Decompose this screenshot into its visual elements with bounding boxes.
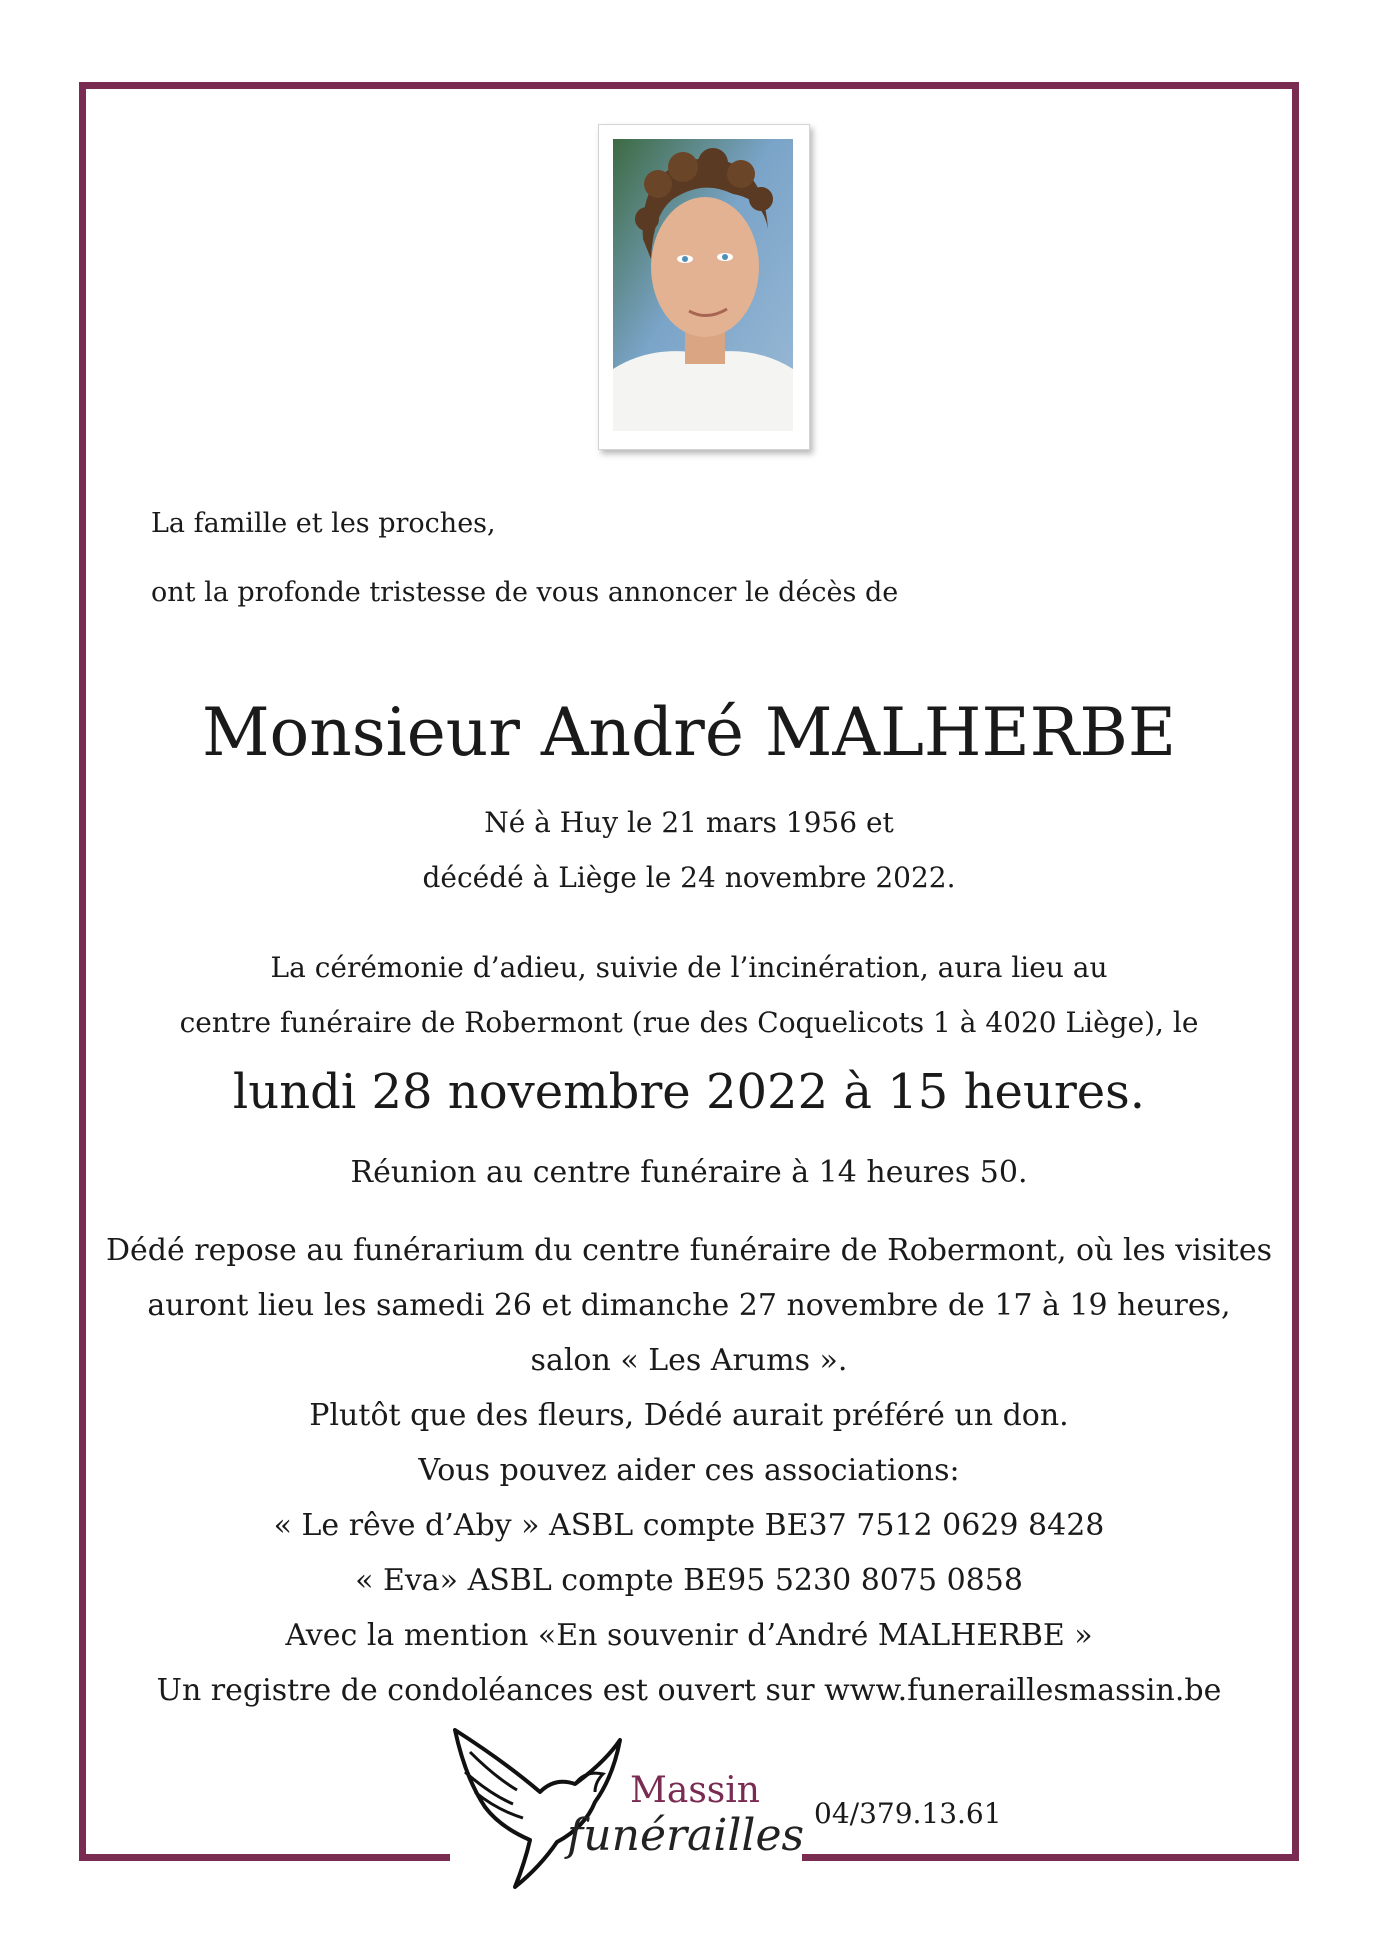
detail-line: Plutôt que des fleurs, Dédé aurait préféré un don. [309, 1398, 1069, 1433]
birth-line: Né à Huy le 21 mars 1956 et [484, 806, 894, 839]
deceased-name: Monsieur André MALHERBE [201, 694, 1177, 771]
brand-subtitle: funérailles [567, 1810, 805, 1861]
detail-line: « Eva» ASBL compte BE95 5230 8075 0858 [355, 1563, 1023, 1598]
detail-line: « Le rêve d’Aby » ASBL compte BE37 7512 0629 8428 [273, 1508, 1105, 1543]
ceremony-date: lundi 28 novembre 2022 à 15 heures. [232, 1064, 1146, 1120]
ceremony-line-2: centre funéraire de Robermont (rue des Coquelicots 1 à 4020 Liège), le [179, 1006, 1199, 1039]
condolence-register-line: Un registre de condoléances est ouvert sur www.funeraillesmassin.be [156, 1673, 1222, 1708]
meeting-line: Réunion au centre funéraire à 14 heures 50. [350, 1155, 1028, 1190]
ceremony-line-1: La cérémonie d’adieu, suivie de l’incinération, aura lieu au [270, 951, 1108, 984]
detail-line: Vous pouvez aider ces associations: [418, 1453, 960, 1488]
phone-number: 04/379.13.61 [814, 1797, 1002, 1830]
intro-line-2: ont la profonde tristesse de vous annoncer le décès de [151, 577, 899, 608]
brand-name: Massin [630, 1770, 760, 1811]
detail-line: Dédé repose au funérarium du centre funéraire de Robermont, où les visites [106, 1233, 1272, 1268]
detail-line: auront lieu les samedi 26 et dimanche 27 novembre de 17 à 19 heures, [147, 1288, 1231, 1323]
portrait-photo [598, 124, 810, 450]
intro-line-1: La famille et les proches, [151, 508, 496, 539]
detail-line: Avec la mention «En souvenir d’André MALHERBE » [285, 1618, 1093, 1653]
detail-line: salon « Les Arums ». [530, 1343, 848, 1378]
death-line: décédé à Liège le 24 novembre 2022. [422, 861, 956, 894]
